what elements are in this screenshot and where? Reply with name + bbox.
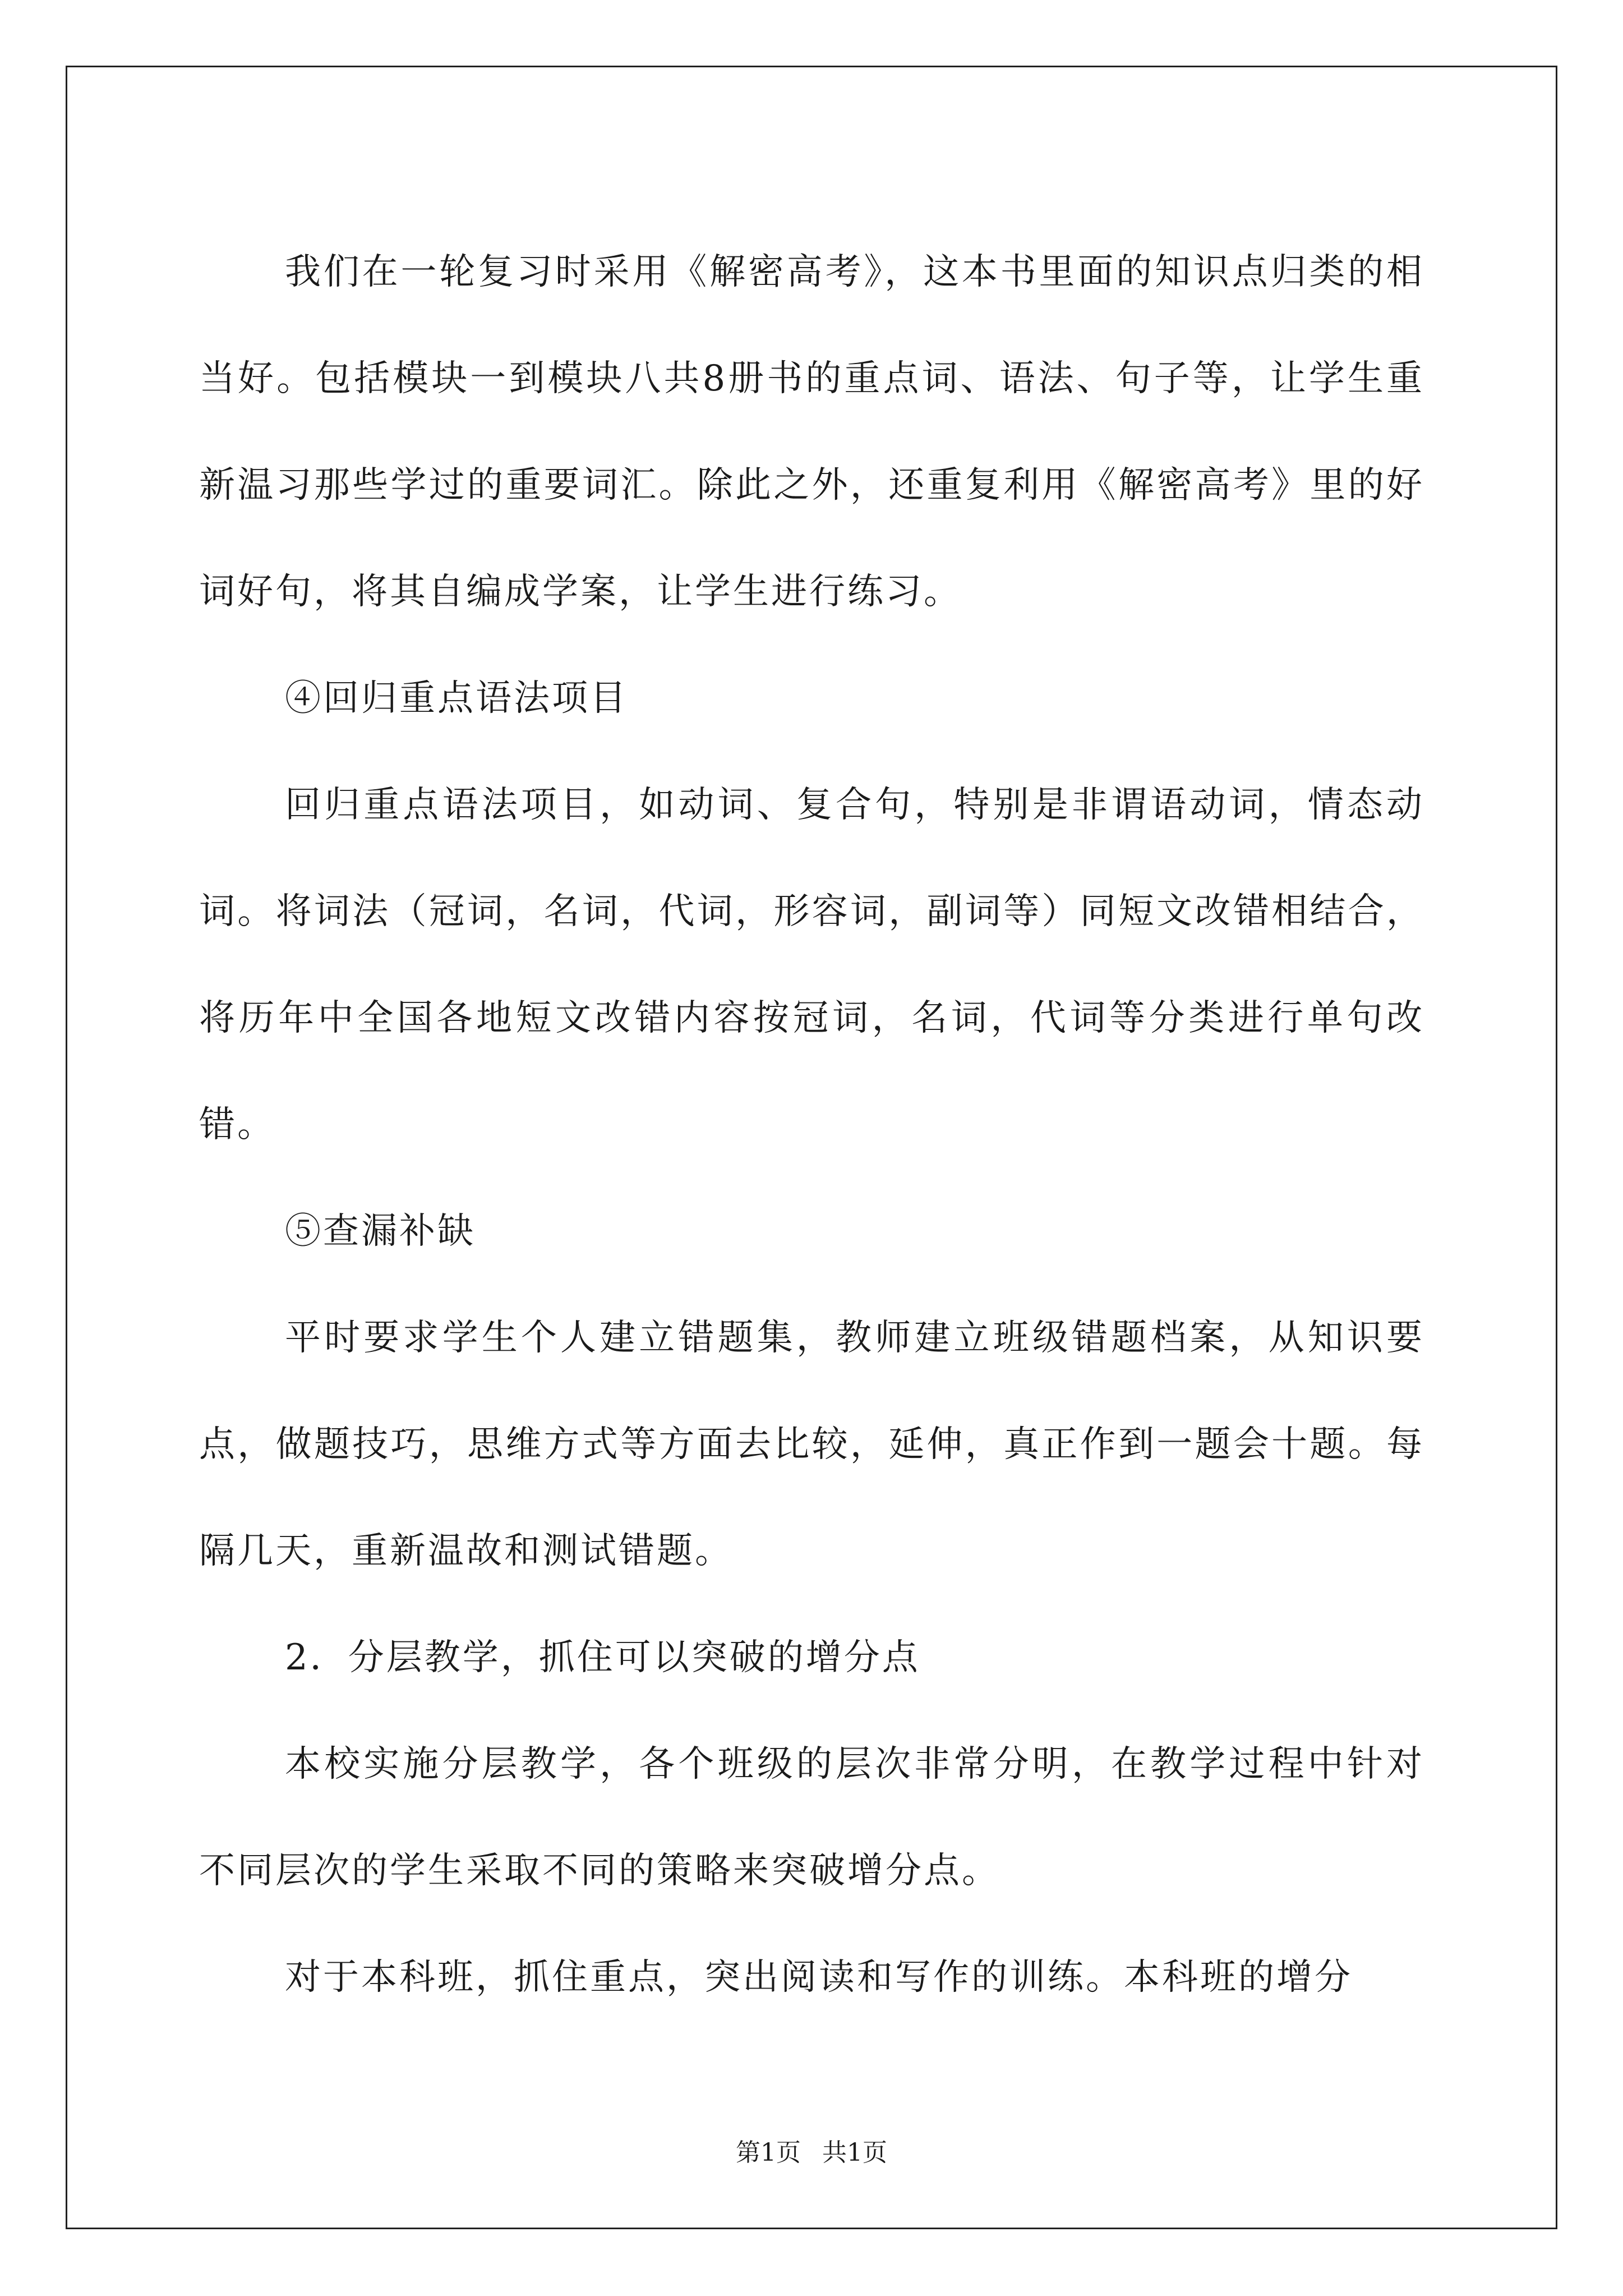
section-heading: 2．分层教学，抓住可以突破的增分点	[285, 1637, 920, 1678]
page-footer	[0, 2136, 1623, 2170]
page-number: 第1页	[736, 2138, 801, 2167]
paragraph: 平时要求学生个人建立错题集，教师建立班级错题档案，从知识要点，做题技巧，思维方式等方面去比较，延伸，真正作到一题会十题。每隔几天，重新温故和测试错题。	[199, 1317, 1424, 1572]
paragraph: 对于本科班，抓住重点，突出阅读和写作的训练。本科班的增分	[285, 1957, 1353, 1998]
paragraph: 我们在一轮复习时采用《解密高考》，这本书里面的知识点归类的相当好。包括模块一到模块八共8册书的重点词、语法、句子等，让学生重新温习那些学过的重要词汇。除此之外，还重复利用《解密高考》里的好词好句，将其自编成学案，让学生进行练习。	[199, 251, 1424, 613]
document-body	[199, 219, 1424, 2031]
paragraph-heading: ④回归重点语法项目	[285, 678, 628, 719]
paragraph: 本校实施分层教学，各个班级的层次非常分明，在教学过程中针对不同层次的学生采取不同的策略来突破增分点。	[199, 1743, 1424, 1892]
page-total: 共1页	[822, 2138, 887, 2167]
paragraph-heading: ⑤查漏补缺	[285, 1211, 476, 1252]
paragraph: 回归重点语法项目，如动词、复合句，特别是非谓语动词，情态动词。将词法（冠词，名词，代词，形容词，副词等）同短文改错相结合，将历年中全国各地短文改错内容按冠词，名词，代词等分类进行单句改错。	[199, 784, 1424, 1145]
